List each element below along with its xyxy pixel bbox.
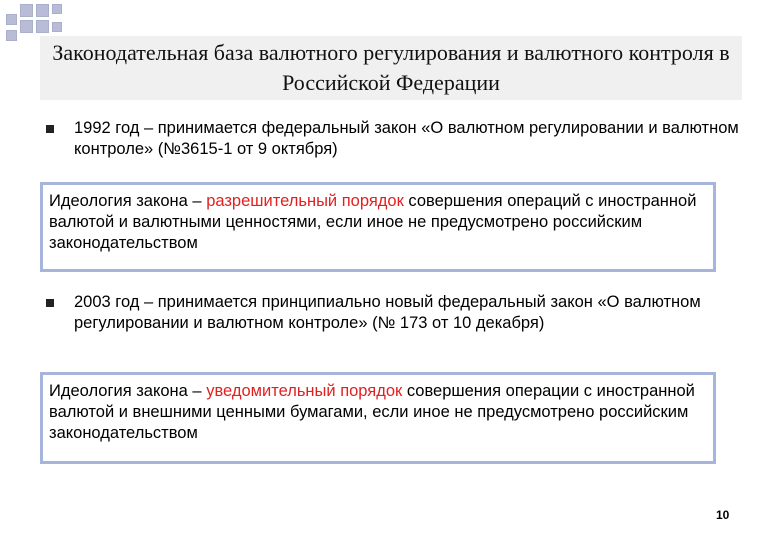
law-2003-text: 2003 год – принимается принципиально новый федеральный закон «О валютном регулировании и валютном контроле» (№ 173 от 10 декабря) (74, 293, 701, 332)
highlight-term: разрешительный порядок (206, 192, 404, 210)
law-1992-text: 1992 год – принимается федеральный закон «О валютном регулировании и валютном контроле» (№3615-1 от 9 октября) (74, 119, 739, 158)
highlight-term: уведомительный порядок (206, 382, 403, 400)
ideology-box-2003 (40, 372, 716, 464)
deco-square (6, 14, 17, 25)
box-suffix: совершения операции с иностранной валютой и внешними ценными бумагами, если иное не предусмотрено российским законодательством (49, 382, 695, 442)
bullet-marker (46, 125, 54, 133)
deco-square (36, 20, 49, 33)
deco-square (6, 30, 17, 41)
bullet-marker (46, 299, 54, 307)
box-suffix: совершения операций с иностранной валютой и валютными ценностями, если иное не предусмотрено российским законодательством (49, 192, 697, 252)
ideology-box-1992 (40, 182, 716, 272)
deco-square (20, 4, 33, 17)
box-prefix: Идеология закона – (49, 382, 207, 400)
box-prefix: Идеология закона – (49, 192, 207, 210)
slide-title: Законодательная база валютного регулирования и валютного контроля в Российской Федерации (52, 40, 730, 95)
deco-square (20, 20, 33, 33)
page-number: 10 (716, 508, 730, 522)
deco-square (52, 22, 62, 32)
deco-square (52, 4, 62, 14)
deco-square (36, 4, 49, 17)
